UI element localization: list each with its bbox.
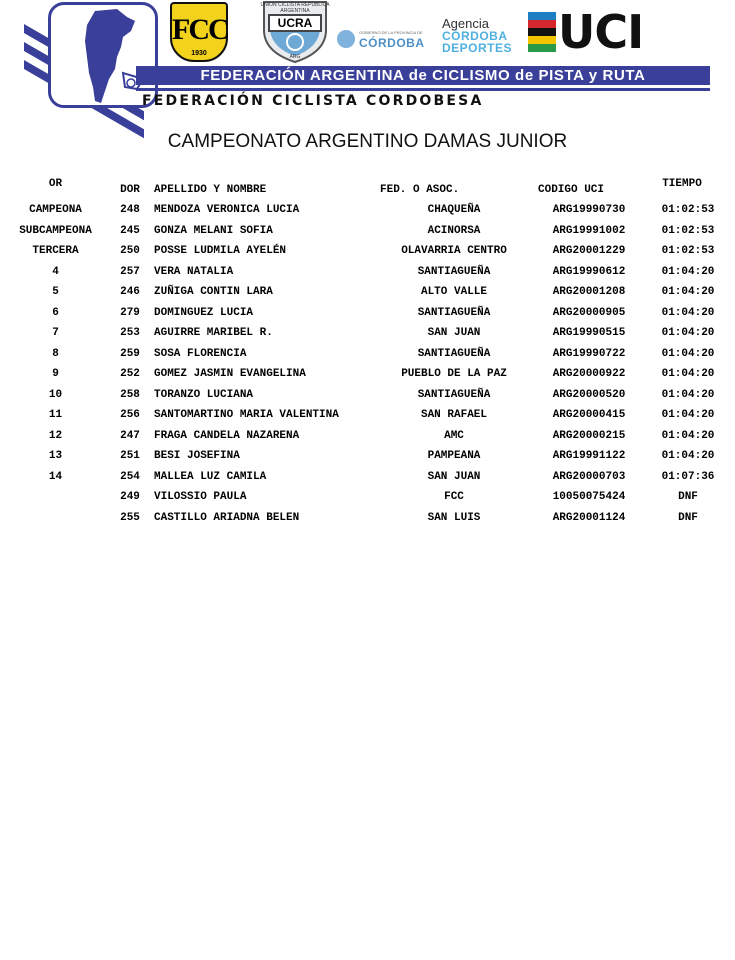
cell-name: ZUÑIGA CONTIN LARA: [154, 286, 273, 298]
table-row: [0, 265, 735, 279]
table-row: [0, 470, 735, 484]
cell-or: 8: [52, 348, 59, 360]
uci-logo: [528, 5, 688, 59]
cell-or: 7: [52, 327, 59, 339]
cell-code: ARG19990722: [552, 348, 626, 360]
cell-time: 01:04:20: [661, 266, 715, 278]
cell-dor: 252: [120, 368, 140, 380]
cell-fed: SAN RAFAEL: [420, 409, 487, 421]
cell-name: FRAGA CANDELA NAZARENA: [154, 430, 300, 442]
cell-fed: PUEBLO DE LA PAZ: [401, 368, 507, 380]
cell-fed: SAN LUIS: [427, 512, 481, 524]
cordoba-emblem-icon: [337, 30, 355, 48]
cell-or: 12: [48, 430, 63, 442]
table-row: [0, 203, 735, 217]
cell-code: ARG19990730: [552, 204, 626, 216]
cell-dor: 257: [120, 266, 140, 278]
table-row: [0, 429, 735, 443]
fcc-logo-year: 1930: [191, 50, 207, 57]
cell-dor: 250: [120, 245, 140, 257]
ucra-logo: [260, 0, 330, 64]
cell-fed: ALTO VALLE: [420, 286, 487, 298]
cell-name: MALLEA LUZ CAMILA: [154, 471, 267, 483]
cell-time: DNF: [678, 512, 698, 524]
cell-code: ARG19991122: [552, 450, 626, 462]
cell-or: 4: [52, 266, 59, 278]
table-row: [0, 244, 735, 258]
page-title: CAMPEONATO ARGENTINO DAMAS JUNIOR: [167, 131, 568, 152]
cordoba-government-logo: [335, 28, 435, 50]
divider: [136, 88, 710, 91]
gov-small-text: GOBIERNO DE LA PROVINCIA DE: [359, 30, 423, 35]
column-header-or: OR: [48, 178, 63, 190]
cell-fed: OLAVARRIA CENTRO: [401, 245, 507, 257]
cell-code: ARG20001208: [552, 286, 626, 298]
column-header-time: TIEMPO: [662, 178, 702, 190]
column-header-dor: DOR: [120, 184, 140, 196]
column-header-fed: FED. O ASOC.: [380, 184, 460, 196]
cell-or: 9: [52, 368, 59, 380]
cell-dor: 258: [120, 389, 140, 401]
table-row: [0, 285, 735, 299]
federation-name-bar: FEDERACIÓN ARGENTINA de CICLISMO de PISTA y RUTA: [136, 66, 710, 85]
cell-or: 14: [48, 471, 63, 483]
cell-dor: 246: [120, 286, 140, 298]
cell-dor: 253: [120, 327, 140, 339]
cell-or: 11: [48, 409, 63, 421]
cell-name: SOSA FLORENCIA: [154, 348, 247, 360]
table-row: [0, 224, 735, 238]
column-header-name: APELLIDO Y NOMBRE: [154, 184, 267, 196]
fcc-logo-letters: FCC: [172, 13, 228, 46]
cell-dor: 247: [120, 430, 140, 442]
cell-dor: 256: [120, 409, 140, 421]
cell-name: GOMEZ JASMIN EVANGELINA: [154, 368, 306, 380]
cell-code: ARG20000520: [552, 389, 626, 401]
cell-dor: 245: [120, 225, 140, 237]
agencia-deportes-label: DEPORTES: [442, 41, 513, 55]
table-row: [0, 449, 735, 463]
cell-time: 01:04:20: [661, 430, 715, 442]
cell-time: 01:02:53: [661, 245, 715, 257]
cell-code: ARG19990612: [552, 266, 626, 278]
cell-name: DOMINGUEZ LUCIA: [154, 307, 254, 319]
table-row: [0, 367, 735, 381]
fcc-logo: [170, 2, 228, 62]
cell-code: 10050075424: [552, 491, 626, 503]
cell-dor: 259: [120, 348, 140, 360]
cell-code: ARG20000215: [552, 430, 626, 442]
cell-code: ARG20001229: [552, 245, 626, 257]
cell-dor: 255: [120, 512, 140, 524]
cell-dor: 279: [120, 307, 140, 319]
cell-name: VERA NATALIA: [154, 266, 234, 278]
cell-fed: SAN JUAN: [427, 327, 481, 339]
cell-name: GONZA MELANI SOFIA: [154, 225, 273, 237]
cell-time: 01:04:20: [661, 307, 715, 319]
cell-dor: 249: [120, 491, 140, 503]
cell-name: MENDOZA VERONICA LUCIA: [154, 204, 300, 216]
cell-dor: 254: [120, 471, 140, 483]
cell-time: DNF: [678, 491, 698, 503]
cell-time: 01:04:20: [661, 327, 715, 339]
gov-name: CÓRDOBA: [359, 36, 425, 50]
cell-time: 01:02:53: [661, 204, 715, 216]
uci-rainbow-icon: [528, 12, 556, 52]
cell-name: POSSE LUDMILA AYELÉN: [154, 245, 287, 257]
agencia-label: Agencia: [442, 16, 489, 31]
cell-or: 10: [48, 389, 63, 401]
agencia-cordoba-deportes-logo: [442, 16, 532, 56]
federation-local-name: FEDERACIÓN CICLISTA CORDOBESA: [142, 93, 484, 109]
agencia-cordoba-label: CÓRDOBA: [442, 29, 508, 43]
uci-text: UCI: [558, 5, 644, 59]
cell-fed: ACINORSA: [427, 225, 481, 237]
table-row: [0, 490, 735, 504]
cell-fed: SANTIAGUEÑA: [417, 389, 491, 401]
cell-time: 01:04:20: [661, 409, 715, 421]
cell-or: SUBCAMPEONA: [19, 225, 92, 237]
table-row: [0, 326, 735, 340]
cell-or: TERCERA: [32, 245, 79, 257]
cell-name: AGUIRRE MARIBEL R.: [154, 327, 273, 339]
cell-code: ARG20000905: [552, 307, 626, 319]
cell-fed: SAN JUAN: [427, 471, 481, 483]
cell-fed: CHAQUEÑA: [427, 204, 481, 216]
cell-name: SANTOMARTINO MARIA VALENTINA: [154, 409, 339, 421]
cell-or: CAMPEONA: [29, 204, 82, 216]
cell-time: 01:04:20: [661, 389, 715, 401]
ucra-name: UCRA: [268, 14, 322, 32]
table-row: [0, 511, 735, 525]
argentina-map-icon: [65, 7, 149, 107]
cell-time: 01:07:36: [661, 471, 715, 483]
cell-code: ARG19990515: [552, 327, 626, 339]
cell-code: ARG20000922: [552, 368, 626, 380]
cell-code: ARG20001124: [552, 512, 626, 524]
table-row: [0, 408, 735, 422]
cell-dor: 248: [120, 204, 140, 216]
cell-code: ARG20000415: [552, 409, 626, 421]
table-row: [0, 306, 735, 320]
cell-dor: 251: [120, 450, 140, 462]
cell-code: ARG20000703: [552, 471, 626, 483]
cell-fed: PAMPEANA: [427, 450, 481, 462]
cell-fed: FCC: [444, 491, 464, 503]
cell-time: 01:02:53: [661, 225, 715, 237]
table-row: [0, 388, 735, 402]
cell-time: 01:04:20: [661, 368, 715, 380]
cell-time: 01:04:20: [661, 286, 715, 298]
cell-time: 01:04:20: [661, 348, 715, 360]
cell-name: TORANZO LUCIANA: [154, 389, 254, 401]
cell-or: 5: [52, 286, 59, 298]
cell-fed: SANTIAGUEÑA: [417, 348, 491, 360]
cell-code: ARG19991002: [552, 225, 626, 237]
cell-fed: SANTIAGUEÑA: [417, 266, 491, 278]
cell-fed: AMC: [444, 430, 464, 442]
cell-name: VILOSSIO PAULA: [154, 491, 247, 503]
ucra-top-text: UNION CICLISTA REPUBLICA ARGENTINA: [260, 2, 330, 14]
cell-name: CASTILLO ARIADNA BELEN: [154, 512, 300, 524]
cell-fed: SANTIAGUEÑA: [417, 307, 491, 319]
cell-or: 13: [48, 450, 63, 462]
cell-name: BESI JOSEFINA: [154, 450, 240, 462]
cell-or: 6: [52, 307, 59, 319]
ucra-bottom-text: ARG: [289, 54, 301, 60]
table-row: [0, 347, 735, 361]
header-banner: [24, 0, 714, 114]
column-header-code: CODIGO UCI: [538, 184, 605, 196]
cell-time: 01:04:20: [661, 450, 715, 462]
